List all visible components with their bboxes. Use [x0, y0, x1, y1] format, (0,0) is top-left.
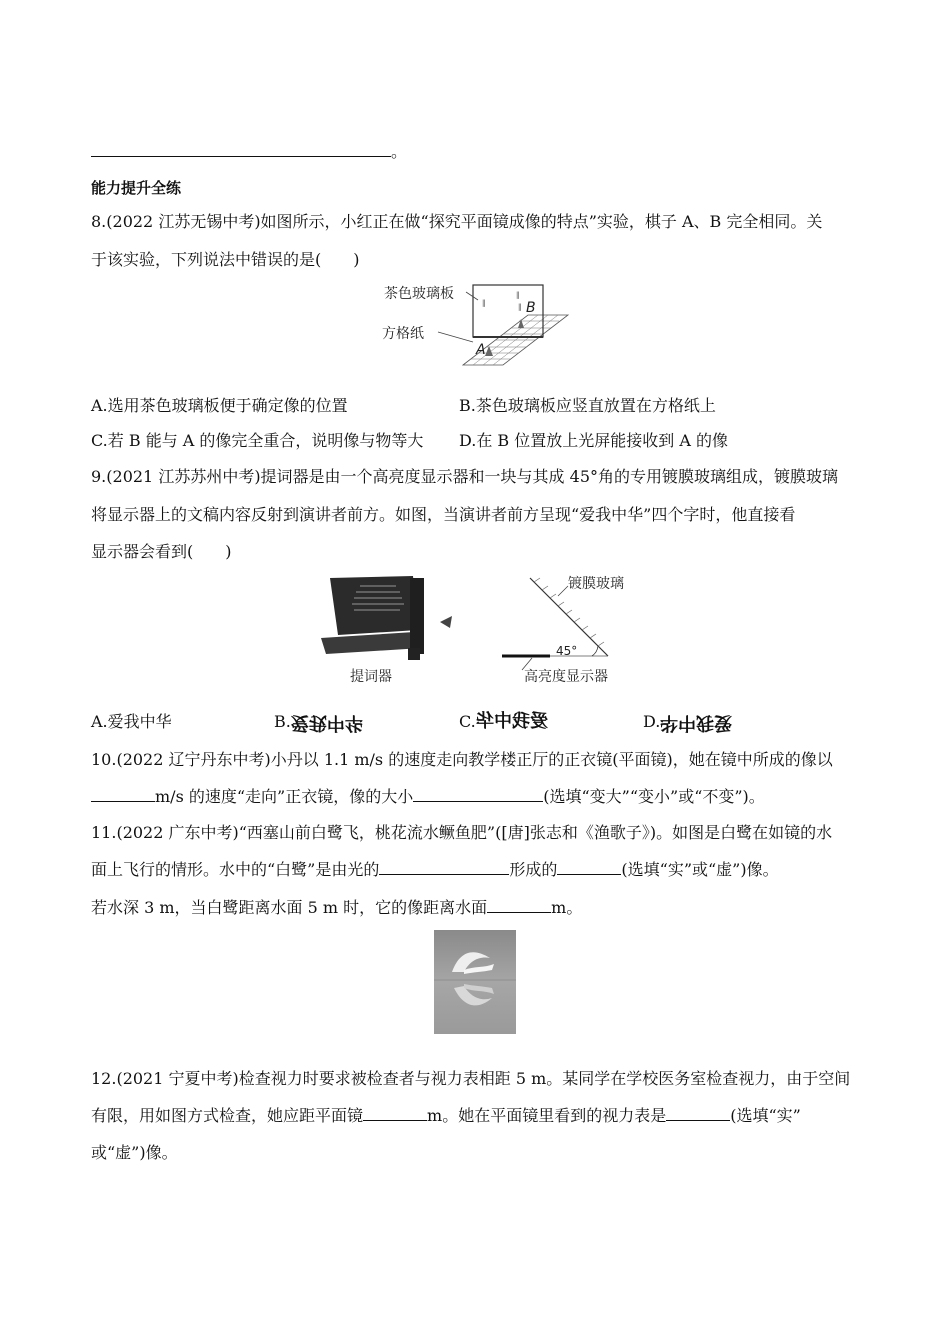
- q9-display-label: 高亮度显示器: [524, 669, 608, 685]
- q10-text-a: m/s 的速度“走向”正衣镜，像的大小: [155, 787, 414, 806]
- q9-option-b[interactable]: [274, 712, 363, 732]
- q9-option-b-prefix: B.: [274, 712, 291, 731]
- answer-blank[interactable]: [363, 1106, 427, 1121]
- q8-stem-line1: 8.(2022 江苏无锡中考)如图所示，小红正在做“探究平面镜成像的特点”实验，棋子 A、B 完全相同。关: [91, 212, 823, 231]
- q9-option-c-text: 爱我中华: [475, 711, 548, 732]
- answer-blank[interactable]: [413, 787, 543, 802]
- answer-blank[interactable]: [91, 142, 391, 157]
- q9-option-a-prefix: A.: [91, 712, 108, 731]
- q12-text-b: m。她在平面镜里看到的视力表是: [427, 1106, 667, 1125]
- q8-option-c[interactable]: C.若 B 能与 A 的像完全重合，说明像与物等大: [91, 431, 424, 450]
- q8-paper-label: 方格纸: [382, 326, 424, 342]
- q8-option-d[interactable]: D.在 B 位置放上光屏能接收到 A 的像: [459, 431, 729, 450]
- svg-text:∥: ∥: [482, 299, 486, 308]
- answer-blank[interactable]: [91, 787, 155, 802]
- q10-stem-line2: [91, 787, 765, 807]
- q10-stem-line1: 10.(2022 辽宁丹东中考)小丹以 1.1 m/s 的速度走向教学楼正厅的正衣镜(平面镜)，她在镜中所成的像以: [91, 750, 833, 769]
- q9-option-d[interactable]: [643, 712, 732, 732]
- q9-option-c[interactable]: [459, 712, 548, 732]
- q12-text-a: 有限，用如图方式检查，她应距平面镜: [91, 1106, 364, 1125]
- svg-text:∥: ∥: [518, 303, 522, 312]
- q8-stem-line2: 于该实验，下列说法中错误的是( ): [91, 250, 360, 269]
- q8-piece-b-label: B: [526, 300, 536, 316]
- q9-option-d-prefix: D.: [643, 712, 661, 731]
- q9-option-a-text: 爱我中华: [107, 712, 172, 731]
- q9-option-c-prefix: C.: [459, 712, 476, 731]
- q9-teleprompter-figure: [318, 570, 638, 688]
- q12-stem-line3: 或“虚”)像。: [91, 1143, 178, 1162]
- q9-glass-label: 镀膜玻璃: [568, 576, 624, 592]
- section-title: 能力提升全练: [91, 179, 182, 197]
- q7-tail: [91, 142, 407, 162]
- answer-blank[interactable]: [666, 1106, 730, 1121]
- q11-egret-photo: [434, 930, 516, 1034]
- q8-option-a[interactable]: A.选用茶色玻璃板便于确定像的位置: [91, 396, 348, 415]
- answer-blank[interactable]: [379, 860, 509, 875]
- q11-text-b: 形成的: [509, 860, 558, 879]
- q11-stem-line2: [91, 860, 779, 880]
- q9-stem-line1: 9.(2021 江苏苏州中考)提词器是由一个高亮度显示器和一块与其成 45°角的专用镀膜玻璃组成，镀膜玻璃: [91, 467, 839, 486]
- q9-teleprompter-label: 提词器: [350, 669, 392, 685]
- q9-option-b-text: 爱我中华: [290, 712, 363, 733]
- q9-option-d-text: 爱我中华: [660, 712, 733, 733]
- svg-text:∥: ∥: [516, 291, 520, 300]
- q11-stem-line3: [91, 898, 582, 918]
- q8-piece-a-label: A: [476, 342, 486, 358]
- q8-glass-label: 茶色玻璃板: [384, 286, 454, 302]
- q9-stem-line2: 将显示器上的文稿内容反射到演讲者前方。如图，当演讲者前方呈现“爱我中华”四个字时，他直接看: [91, 505, 796, 524]
- answer-blank[interactable]: [487, 898, 551, 913]
- q11-text-a: 面上飞行的情形。水中的“白鹭”是由光的: [91, 860, 380, 879]
- q9-option-a[interactable]: [91, 712, 172, 732]
- q10-text-b: (选填“变大”“变小”或“不变”)。: [543, 787, 765, 806]
- q12-stem-line1: 12.(2021 宁夏中考)检查视力时要求被检查者与视力表相距 5 m。某同学在学校医务室检查视力，由于空间: [91, 1069, 851, 1088]
- q7-period: 。: [391, 142, 408, 161]
- q11-egret-photo-drawing: [434, 930, 516, 1034]
- q9-stem-line3: 显示器会看到( ): [91, 542, 232, 561]
- q12-stem-line2: [91, 1106, 801, 1126]
- q11-text-d: 若水深 3 m，当白鹭距离水面 5 m 时，它的像距离水面: [91, 898, 488, 917]
- q11-text-c: (选填“实”或“虚”)像。: [621, 860, 779, 879]
- q12-text-c: (选填“实”: [730, 1106, 801, 1125]
- answer-blank[interactable]: [557, 860, 621, 875]
- q11-stem-line1: 11.(2022 广东中考)“西塞山前白鹭飞，桃花流水鳜鱼肥”([唐]张志和《渔歌子》)。如图是白鹭在如镜的水: [91, 823, 833, 842]
- q8-option-b[interactable]: B.茶色玻璃板应竖直放置在方格纸上: [459, 396, 716, 415]
- q9-angle-label: 45°: [556, 644, 578, 658]
- q11-text-e: m。: [551, 898, 583, 917]
- q8-mirror-experiment-figure: [378, 280, 578, 370]
